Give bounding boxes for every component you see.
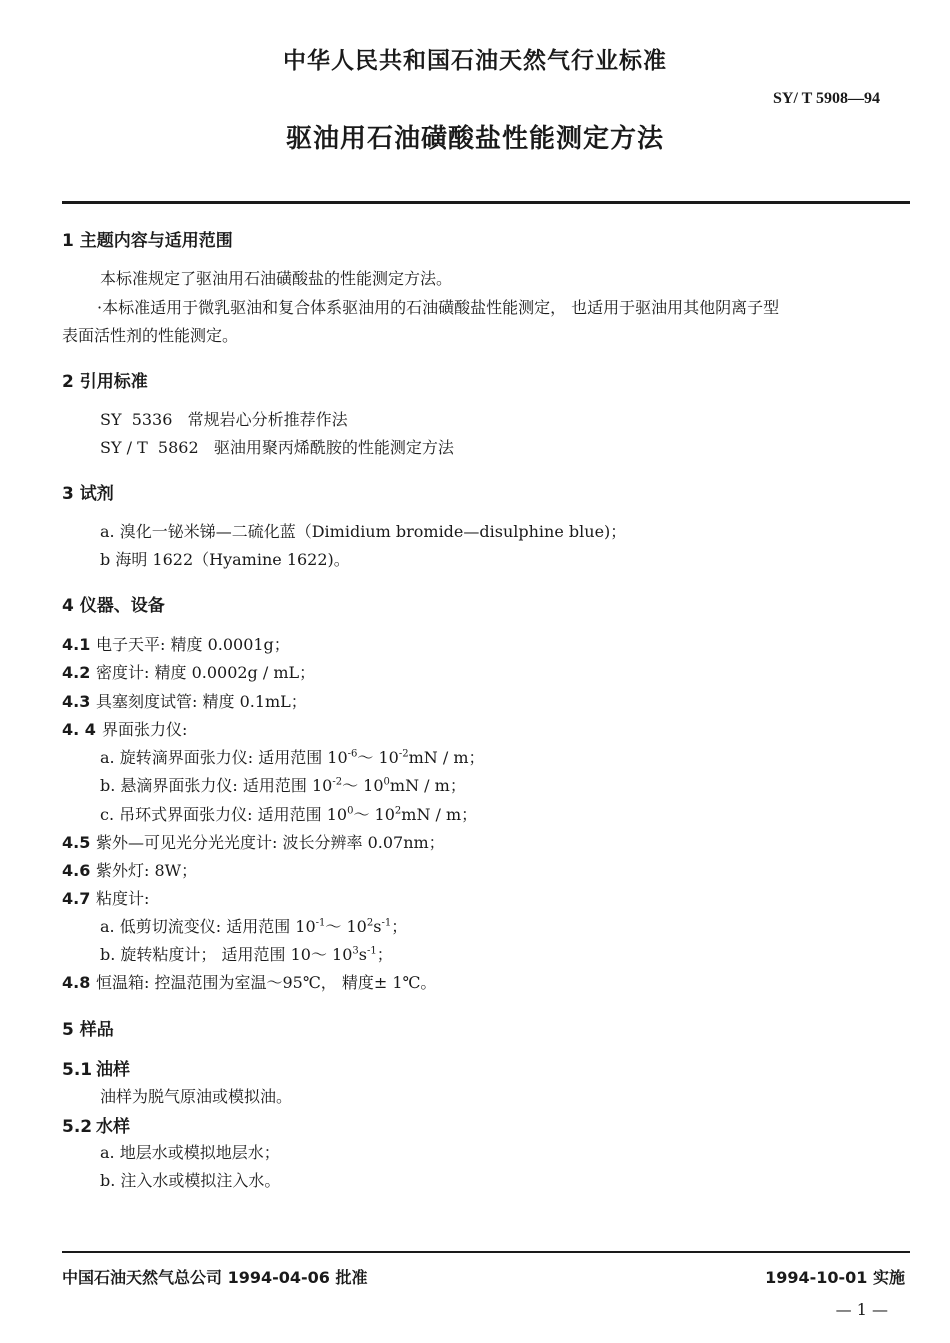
subsection-title: 油样	[96, 1060, 130, 1080]
item-4-4-a	[100, 745, 485, 768]
reference-sy-t-5862: SY / T 5862 驱油用聚丙烯酰胺的性能测定方法	[100, 438, 454, 457]
water-sample-b: b. 注入水或模拟注入水。	[100, 1171, 281, 1190]
exponent: 0	[347, 805, 354, 817]
item-text: a. 旋转滴界面张力仪: 适用范围 10	[100, 748, 348, 767]
item-text: 粘度计:	[96, 889, 150, 908]
item-text: ～ 10	[342, 776, 384, 795]
item-4-4-c	[100, 802, 477, 825]
item-number: 4.2	[62, 663, 91, 682]
item-4-1	[62, 632, 290, 655]
water-sample-a: a. 地层水或模拟地层水；	[100, 1143, 280, 1162]
footer-rule	[62, 1251, 910, 1253]
item-number: 4.7	[62, 889, 91, 908]
exponent: 2	[366, 917, 374, 929]
subsection-5-2-heading	[62, 1112, 130, 1137]
exponent: -1	[367, 945, 377, 957]
document-title: 驱油用石油磺酸盐性能测定方法	[285, 124, 664, 154]
exponent: -2	[332, 776, 343, 788]
item-text: 恒温箱: 控温范围为室温～95℃， 精度± 1℃。	[96, 973, 437, 992]
item-4-8	[62, 970, 436, 993]
header-rule	[62, 201, 910, 204]
item-text: 紫外灯: 8W；	[96, 861, 198, 880]
unit-text: ；	[391, 917, 408, 936]
unit-text: ；	[376, 945, 393, 964]
item-4-7	[62, 886, 149, 909]
section-5-heading: 5 样品	[62, 1020, 114, 1040]
approval-line: 中国石油天然气总公司 1994-04-06 批准	[62, 1268, 368, 1287]
item-number: 4. 4	[62, 720, 96, 739]
item-4-7-a	[100, 914, 407, 937]
item-text: 紫外—可见光分光光度计: 波长分辨率 0.07nm；	[96, 833, 445, 852]
subsection-title: 水样	[96, 1117, 130, 1137]
item-4-7-b	[100, 942, 393, 965]
item-text: ～ 10	[325, 917, 367, 936]
unit-text: s	[373, 917, 382, 936]
item-number: 4.6	[62, 861, 91, 880]
section-4-heading: 4 仪器、设备	[62, 596, 165, 616]
item-text: 电子天平: 精度 0.0001g；	[96, 635, 290, 654]
item-4-5	[62, 830, 445, 853]
item-number: 4.3	[62, 692, 91, 711]
item-text: b. 旋转粘度计； 适用范围 10～ 10	[100, 945, 353, 964]
section-1-heading: 1 主题内容与适用范围	[62, 231, 233, 251]
item-4-3	[62, 689, 307, 712]
oil-sample-text: 油样为脱气原油或模拟油。	[100, 1087, 293, 1106]
standard-code: SY/ T 5908—94	[773, 90, 880, 107]
item-number: 4.5	[62, 833, 91, 852]
subsection-5-1-heading	[62, 1055, 130, 1080]
item-4-2	[62, 660, 315, 683]
item-number: 4.1	[62, 635, 91, 654]
section-3-heading: 3 试剂	[62, 484, 114, 504]
item-4-4	[62, 717, 187, 740]
unit-text: mN / m；	[401, 805, 478, 824]
item-text: b. 悬滴界面张力仪: 适用范围 10	[100, 776, 333, 795]
item-text: 具塞刻度试管: 精度 0.1mL；	[96, 692, 307, 711]
item-4-4-b	[100, 773, 466, 796]
item-text: a. 低剪切流变仪: 适用范围 10	[100, 917, 316, 936]
exponent: 2	[394, 805, 402, 817]
item-number: 5.1	[62, 1060, 93, 1080]
page-number: — 1 —	[835, 1300, 888, 1319]
exponent: 0	[383, 776, 390, 788]
item-number: 5.2	[62, 1117, 93, 1137]
exponent: -1	[315, 917, 326, 929]
section-1-paragraph-2-line-1: ·本标准适用于微乳驱油和复合体系驱油用的石油磺酸盐性能测定， 也适用于驱油用其他阴离子型	[97, 298, 780, 317]
section-1-paragraph-1: 本标准规定了驱油用石油磺酸盐的性能测定方法。	[100, 269, 453, 288]
section-1-paragraph-2-line-2: 表面活性剂的性能测定。	[62, 326, 239, 345]
reagent-a: a. 溴化一铋米锑—二硫化蓝（Dimidium bromide—disulphine blue)；	[100, 522, 627, 541]
unit-text: mN / m；	[389, 776, 466, 795]
unit-text: s	[358, 945, 367, 964]
item-text: 密度计: 精度 0.0002g / mL；	[96, 663, 316, 682]
exponent: -6	[347, 748, 358, 760]
item-text: 界面张力仪:	[102, 720, 188, 739]
issuing-authority: 中华人民共和国石油天然气行业标准	[283, 48, 667, 74]
exponent: 3	[352, 945, 359, 957]
section-2-heading: 2 引用标准	[62, 372, 148, 392]
item-4-6	[62, 858, 197, 881]
unit-text: mN / m；	[408, 748, 485, 767]
reagent-b: b 海明 1622（Hyamine 1622)。	[100, 550, 350, 569]
item-text: ～ 10	[353, 805, 395, 824]
item-text: c. 吊环式界面张力仪: 适用范围 10	[100, 805, 348, 824]
reference-sy-5336: SY 5336 常规岩心分析推荐作法	[100, 410, 348, 429]
item-number: 4.8	[62, 973, 91, 992]
effective-date: 1994-10-01 实施	[765, 1268, 905, 1287]
exponent: -1	[381, 917, 392, 929]
exponent: -2	[398, 748, 409, 760]
item-text: ～ 10	[357, 748, 399, 767]
